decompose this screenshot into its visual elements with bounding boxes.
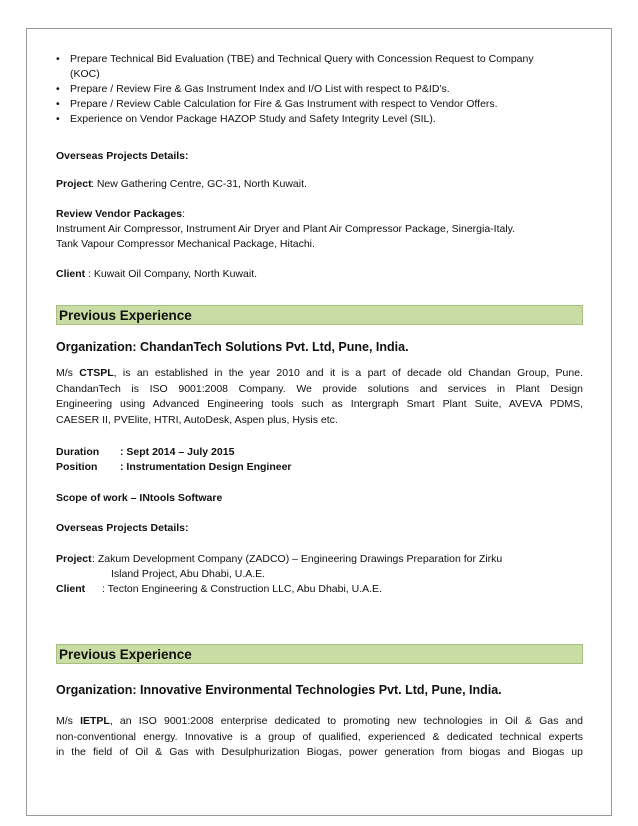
project-label: Project (56, 178, 92, 190)
bullet-icon: • (56, 83, 60, 95)
description-text: , is an established in the year 2010 and it is a part of decade old Chandan Group, Pune. (113, 367, 583, 379)
description-line (56, 714, 583, 730)
list-item-text: (KOC) (70, 68, 100, 80)
project-label: Project (56, 553, 92, 565)
organization-title: Organization: Innovative Environmental Technologies Pvt. Ltd, Pune, India. (56, 683, 502, 697)
project-row (56, 177, 307, 192)
list-item-text: Prepare Technical Bid Evaluation (TBE) and Technical Query with Concession Request to Company (70, 53, 534, 65)
client-value: : Kuwait Oil Company, North Kuwait. (88, 268, 258, 280)
company-description (56, 366, 583, 428)
project-value: : Zakum Development Company (ZADCO) – Engineering Drawings Preparation for Zirku (92, 553, 503, 565)
list-item (56, 82, 576, 97)
description-line: Engineering using Advanced Engineering tools such as Intergraph Smart Plant Suite, AVEVA PDMS, (56, 398, 583, 410)
client-label: Client (56, 268, 86, 280)
company-abbrev: CTSPL (79, 367, 114, 379)
project-value: : New Gathering Centre, GC-31, North Kuwait. (91, 178, 307, 190)
list-item-text: Experience on Vendor Package HAZOP Study and Safety Integrity Level (SIL). (70, 113, 436, 125)
list-item-text: Prepare / Review Cable Calculation for Fire & Gas Instrument with respect to Vendor Offers. (70, 98, 498, 110)
duration-label: Duration (56, 446, 100, 458)
client-row (56, 267, 257, 282)
organization-title: Organization: ChandanTech Solutions Pvt. Ltd, Pune, India. (56, 340, 409, 354)
section-band-previous-experience: Previous Experience (56, 305, 583, 325)
project-value-continued: Island Project, Abu Dhabi, U.A.E. (111, 568, 266, 580)
review-vendor-colon: : (182, 208, 185, 220)
list-item (56, 52, 576, 82)
scope-of-work: Scope of work – INtools Software (56, 492, 223, 504)
company-description (56, 714, 583, 761)
position-label: Position (56, 461, 98, 473)
duration-value: : Sept 2014 – July 2015 (120, 446, 235, 458)
description-line (56, 366, 583, 382)
duration-row (56, 445, 234, 460)
description-prefix: M/s (56, 367, 80, 379)
review-vendor-heading (56, 207, 185, 222)
section-band-previous-experience: Previous Experience (56, 644, 583, 664)
review-vendor-line: Tank Vapour Compressor Mechanical Package, Hitachi. (56, 238, 315, 250)
project-row (56, 552, 502, 567)
client-value: : Tecton Engineering & Construction LLC, Abu Dhabi, U.A.E. (102, 583, 382, 595)
position-row (56, 460, 292, 475)
overseas-projects-heading: Overseas Projects Details: (56, 522, 189, 534)
company-abbrev: IETPL (80, 715, 110, 727)
description-line: in the field of Oil & Gas with Desulphurization Biogas, power generation from biogas and Biogas up (56, 746, 583, 758)
bullet-icon: • (56, 53, 60, 65)
description-prefix: M/s (56, 715, 81, 727)
list-item-text: Prepare / Review Fire & Gas Instrument Index and I/O List with respect to P&ID’s. (70, 83, 450, 95)
review-vendor-line: Instrument Air Compressor, Instrument Air Dryer and Plant Air Compressor Package, Sinergia-Italy. (56, 223, 516, 235)
client-row (56, 582, 382, 597)
review-vendor-label: Review Vendor Packages (56, 208, 183, 220)
bullet-icon: • (56, 113, 60, 125)
position-value: : Instrumentation Design Engineer (120, 461, 292, 473)
client-label: Client (56, 583, 86, 595)
description-line: non-conventional energy. Innovative is a group of qualified, experienced & dedicated technical experts (56, 730, 583, 743)
responsibilities-list (56, 52, 576, 127)
list-item (56, 112, 576, 127)
description-text: , an ISO 9001:2008 enterprise dedicated to promoting new technologies in Oil & Gas and (109, 715, 583, 727)
description-line: ChandanTech is ISO 9001:2008 Company. We provide solutions and services in Plant Design (56, 382, 583, 395)
list-item (56, 97, 576, 112)
overseas-projects-heading: Overseas Projects Details: (56, 150, 189, 162)
bullet-icon: • (56, 98, 60, 110)
description-line: CAESER II, PVElite, HTRI, AutoDesk, Aspen plus, Hysis etc. (56, 413, 338, 426)
